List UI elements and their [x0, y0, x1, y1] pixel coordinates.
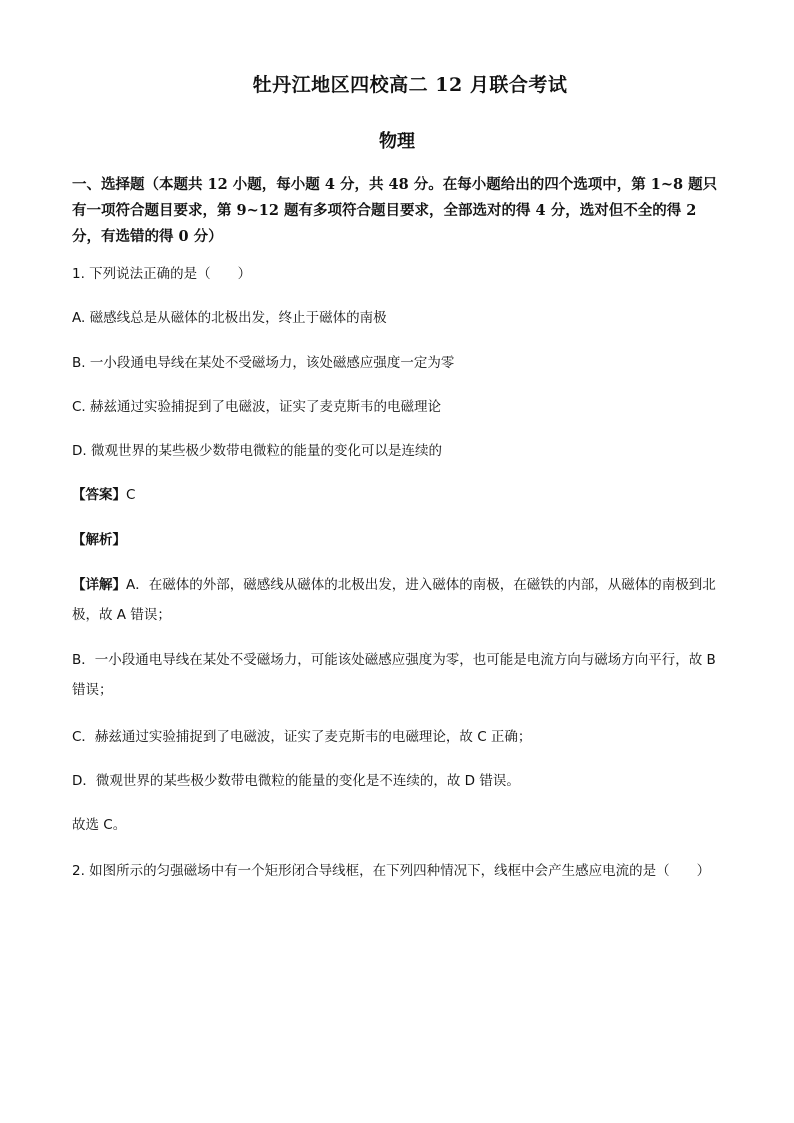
question-1-option-a: A. 磁感线总是从磁体的北极出发，终止于磁体的南极 [72, 310, 387, 326]
exam-subject: 物理 [379, 131, 415, 152]
question-1-detail-d: D．微观世界的某些极少数带电微粒的能量的变化是不连续的，故 D 错误。 [72, 773, 520, 789]
detail-a-text: A．在磁体的外部，磁感线从磁体的北极出发，进入磁体的南极，在磁铁的内部，从磁体的南极到北极，故 A 错误； [72, 577, 716, 623]
section-heading: 一、选择题（本题共 12 小题，每小题 4 分，共 48 分。在每小题给出的四个选项中，第 1~8 题只有一项符合题目要求，第 9~12 题有多项符合题目要求，全部选对的得 4 分，选对但不全的得 2 分，有选错的得 0 分） [72, 176, 718, 245]
question-1-analysis-label [72, 529, 732, 551]
question-1-detail-b: B．一小段通电导线在某处不受磁场力，可能该处磁感应强度为零，也可能是电流方向与磁场方向平行，故 B 错误； [72, 652, 716, 698]
question-1-answer [72, 484, 732, 506]
question-1-conclusion: 故选 C。 [72, 817, 127, 833]
question-1-option-d: D. 微观世界的某些极少数带电微粒的能量的变化可以是连续的 [72, 443, 442, 459]
detail-label: 【详解】 [72, 577, 126, 593]
exam-title: 牡丹江地区四校高二 12 月联合考试 [252, 74, 568, 96]
question-1-detail-a [72, 570, 724, 630]
question-1-option-c: C. 赫兹通过实验捕捉到了电磁波，证实了麦克斯韦的电磁理论 [72, 399, 442, 415]
question-1-option-b: B. 一小段通电导线在某处不受磁场力，该处磁感应强度一定为零 [72, 355, 455, 371]
question-1-stem: 1. 下列说法正确的是（ ） [72, 266, 252, 282]
answer-label: 【答案】 [72, 487, 126, 503]
question-1-detail-c: C．赫兹通过实验捕捉到了电磁波，证实了麦克斯韦的电磁理论，故 C 正确； [72, 729, 532, 745]
question-2-stem: 2. 如图所示的匀强磁场中有一个矩形闭合导线框，在下列四种情况下，线框中会产生感应电流的是（ ） [72, 863, 711, 879]
analysis-label: 【解析】 [72, 532, 126, 548]
answer-value: C [126, 487, 136, 503]
